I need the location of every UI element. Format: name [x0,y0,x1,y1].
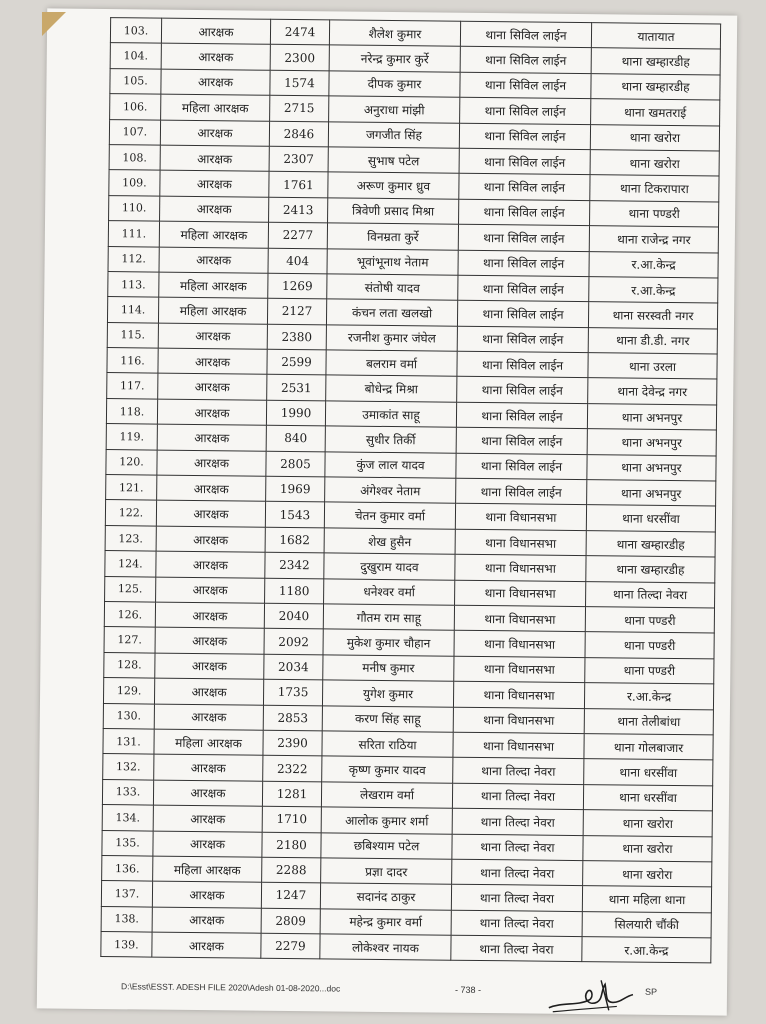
cell-badge-no: 2180 [262,832,321,858]
cell-to-posting: थाना पण्डरी [585,657,714,684]
cell-badge-no: 2277 [268,222,327,248]
cell-name: गौतम राम साहू [323,604,454,631]
cell-to-posting: थाना अभनपुर [587,403,716,430]
cell-to-posting: थाना धरसींवा [584,759,713,786]
cell-rank: आरक्षक [161,69,270,96]
cell-from-posting: थाना विधानसभा [455,529,586,556]
cell-name: प्रज्ञा दादर [321,858,452,885]
cell-to-posting: थाना गोलबाजार [584,734,713,761]
cell-name: दुखुराम यादव [324,553,455,580]
cell-name: अंगेश्वर नेताम [325,477,456,504]
cell-serial: 129. [103,678,154,704]
cell-badge-no: 2531 [267,375,326,401]
cell-from-posting: थाना तिल्दा नेवरा [452,859,583,886]
cell-rank: आरक्षक [160,196,269,223]
cell-rank: आरक्षक [157,399,266,426]
cell-to-posting: थाना खम्हारडीह [586,556,715,583]
cell-to-posting: थाना पण्डरी [590,200,719,227]
cell-from-posting: थाना सिविल लाईन [456,478,587,505]
cell-rank: महिला आरक्षक [154,729,263,756]
cell-badge-no: 2805 [266,451,325,477]
cell-rank: आरक्षक [159,247,268,274]
cell-serial: 115. [107,322,158,348]
cell-from-posting: थाना विधानसभा [455,554,586,581]
cell-from-posting: थाना सिविल लाईन [460,72,591,99]
cell-to-posting: थाना खरोरा [583,835,712,862]
cell-badge-no: 1735 [263,679,322,705]
cell-name: रजनीश कुमार जंघेल [326,325,457,352]
cell-badge-no: 2034 [264,654,323,680]
cell-from-posting: थाना विधानसभा [453,707,584,734]
cell-name: भूवांभूनाथ नेताम [327,248,458,275]
cell-badge-no: 2474 [270,19,329,45]
cell-rank: आरक्षक [158,348,267,375]
cell-serial: 120. [106,449,157,475]
cell-from-posting: थाना विधानसभा [454,656,585,683]
cell-to-posting: थाना अभनपुर [587,480,716,507]
cell-from-posting: थाना तिल्दा नेवरा [452,834,583,861]
cell-rank: आरक्षक [156,577,265,604]
cell-name: छबिश्याम पटेल [321,832,452,859]
cell-serial: 132. [103,754,154,780]
cell-serial: 133. [102,779,153,805]
cell-name: संतोषी यादव [327,274,458,301]
cell-from-posting: थाना सिविल लाईन [459,174,590,201]
cell-to-posting: र.आ.केन्द्र [582,937,711,964]
cell-name: सुभाष पटेल [328,147,459,174]
cell-rank: आरक्षक [153,780,262,807]
cell-from-posting: थाना सिविल लाईन [458,250,589,277]
cell-name: त्रिवेणी प्रसाद मिश्रा [328,198,459,225]
cell-rank: आरक्षक [152,907,261,934]
cell-name: सदानंद ठाकुर [320,883,451,910]
cell-serial: 117. [107,373,158,399]
cell-to-posting: थाना खमतराई [591,99,720,126]
cell-rank: आरक्षक [154,754,263,781]
cell-from-posting: थाना तिल्दा नेवरा [451,935,582,962]
table-row [101,932,711,964]
cell-name: बलराम वर्मा [326,350,457,377]
cell-serial: 126. [104,602,155,628]
cell-badge-no: 2288 [262,857,321,883]
cell-serial: 112. [108,246,159,272]
cell-serial: 138. [101,906,152,932]
cell-to-posting: थाना खरोरा [583,860,712,887]
cell-to-posting: थाना तेलीबांधा [584,708,713,735]
cell-rank: आरक्षक [153,805,262,832]
cell-badge-no: 1247 [261,882,320,908]
cell-from-posting: थाना विधानसभा [455,504,586,531]
cell-name: कंचन लता खलखो [326,299,457,326]
cell-serial: 108. [109,145,160,171]
footer-page-number: - 738 - [454,984,482,996]
cell-from-posting: थाना विधानसभा [453,732,584,759]
cell-name: शेख हुसैन [324,528,455,555]
cell-to-posting: थाना पण्डरी [585,632,714,659]
cell-to-posting: थाना महिला थाना [582,886,711,913]
cell-to-posting: थाना अभनपुर [587,454,716,481]
cell-rank: आरक्षक [156,501,265,528]
cell-name: अरूण कुमार ध्रुव [328,172,459,199]
cell-rank: आरक्षक [152,932,261,959]
cell-to-posting: थाना पण्डरी [585,607,714,634]
cell-rank: आरक्षक [156,551,265,578]
cell-to-posting: थाना डी.डी. नगर [588,327,717,354]
cell-name: कुंज लाल यादव [325,451,456,478]
cell-serial: 110. [109,195,160,221]
cell-rank: आरक्षक [157,424,266,451]
cell-to-posting: यातायात [591,23,720,50]
cell-to-posting: थाना खम्हारडीह [591,48,720,75]
cell-badge-no: 1281 [262,781,321,807]
cell-badge-no: 1761 [269,172,328,198]
cell-from-posting: थाना सिविल लाईन [460,21,591,48]
cell-rank: आरक्षक [158,374,267,401]
cell-name: करण सिंह साहू [322,705,453,732]
cell-rank: आरक्षक [152,881,261,908]
cell-serial: 123. [105,525,156,551]
cell-name: युगेश कुमार [322,680,453,707]
cell-rank: महिला आरक्षक [158,297,267,324]
cell-serial: 113. [108,271,159,297]
cell-serial: 107. [109,119,160,145]
cell-to-posting: थाना खम्हारडीह [586,530,715,557]
cell-from-posting: थाना तिल्दा नेवरा [451,884,582,911]
cell-serial: 122. [105,500,156,526]
cell-rank: आरक्षक [154,678,263,705]
cell-badge-no: 2390 [263,730,322,756]
cell-badge-no: 2127 [267,299,326,325]
cell-serial: 119. [106,424,157,450]
cell-to-posting: र.आ.केन्द्र [589,251,718,278]
cell-from-posting: थाना सिविल लाईन [457,351,588,378]
cell-serial: 127. [104,627,155,653]
cell-badge-no: 2809 [261,908,320,934]
cell-name: लोकेश्वर नायक [320,934,451,961]
cell-name: कृष्ण कुमार यादव [322,756,453,783]
cell-rank: आरक्षक [161,44,270,71]
cell-from-posting: थाना सिविल लाईन [456,402,587,429]
cell-serial: 128. [104,652,155,678]
cell-name: महेन्द्र कुमार वर्मा [320,908,451,935]
cell-badge-no: 1990 [266,400,325,426]
cell-serial: 137. [101,881,152,907]
cell-from-posting: थाना विधानसभा [455,580,586,607]
cell-rank: आरक्षक [157,475,266,502]
cell-rank: आरक्षक [156,526,265,553]
cell-to-posting: थाना राजेन्द्र नगर [589,226,718,253]
cell-name: धनेश्वर वर्मा [324,578,455,605]
cell-badge-no: 2599 [267,349,326,375]
cell-serial: 118. [106,398,157,424]
cell-to-posting: थाना अभनपुर [587,429,716,456]
cell-badge-no: 1710 [262,806,321,832]
cell-badge-no: 2092 [264,629,323,655]
page-corner-fold [42,12,66,36]
cell-from-posting: थाना विधानसभा [454,631,585,658]
cell-from-posting: थाना सिविल लाईन [456,427,587,454]
cell-badge-no: 2307 [269,146,328,172]
cell-name: मनीष कुमार [323,655,454,682]
cell-rank: महिला आरक्षक [153,856,262,883]
cell-name: जगजीत सिंह [328,121,459,148]
cell-name: सुधीर तिर्की [325,426,456,453]
cell-badge-no: 2715 [270,95,329,121]
cell-serial: 104. [110,43,161,69]
cell-badge-no: 2040 [264,603,323,629]
cell-rank: आरक्षक [160,120,269,147]
cell-from-posting: थाना विधानसभा [454,605,585,632]
cell-rank: आरक्षक [155,653,264,680]
cell-to-posting: थाना धरसींवा [586,505,715,532]
cell-from-posting: थाना सिविल लाईन [457,301,588,328]
cell-from-posting: थाना विधानसभा [453,681,584,708]
cell-serial: 105. [110,68,161,94]
cell-badge-no: 2413 [269,197,328,223]
cell-to-posting: थाना धरसींवा [583,784,712,811]
cell-name: शैलेश कुमार [329,20,460,47]
cell-badge-no: 1969 [266,476,325,502]
cell-name: चेतन कुमार वर्मा [324,502,455,529]
cell-serial: 111. [108,221,159,247]
cell-from-posting: थाना सिविल लाईन [456,453,587,480]
cell-from-posting: थाना सिविल लाईन [457,377,588,404]
cell-from-posting: थाना सिविल लाईन [459,148,590,175]
cell-rank: आरक्षक [161,18,270,45]
cell-rank: आरक्षक [160,170,269,197]
cell-from-posting: थाना तिल्दा नेवरा [451,910,582,937]
cell-to-posting: थाना सरस्वती नगर [588,302,717,329]
cell-rank: आरक्षक [157,450,266,477]
cell-badge-no: 1180 [265,578,324,604]
cell-badge-no: 2300 [270,45,329,71]
cell-to-posting: थाना उरला [588,353,717,380]
cell-serial: 116. [107,348,158,374]
cell-rank: आरक्षक [158,323,267,350]
cell-name: लेखराम वर्मा [321,782,452,809]
cell-serial: 130. [103,703,154,729]
cell-from-posting: थाना सिविल लाईन [458,275,589,302]
document-page [37,8,737,1015]
cell-name: बोधेन्द्र मिश्रा [326,375,457,402]
cell-serial: 134. [102,805,153,831]
cell-serial: 124. [105,551,156,577]
cell-name: उमाकांत साहू [325,401,456,428]
cell-from-posting: थाना तिल्दा नेवरा [452,808,583,835]
cell-from-posting: थाना सिविल लाईन [460,47,591,74]
cell-from-posting: थाना सिविल लाईन [460,97,591,124]
cell-rank: आरक्षक [155,627,264,654]
cell-badge-no: 1269 [268,273,327,299]
cell-badge-no: 2279 [261,933,320,959]
cell-from-posting: थाना सिविल लाईन [458,224,589,251]
cell-serial: 114. [107,297,158,323]
cell-name: दीपक कुमार [329,71,460,98]
cell-serial: 135. [102,830,153,856]
cell-name: आलोक कुमार शर्मा [321,807,452,834]
cell-serial: 121. [106,475,157,501]
cell-name: अनुराधा मांझी [329,96,460,123]
cell-badge-no: 2322 [263,756,322,782]
cell-to-posting: सिलयारी चौंकी [582,911,711,938]
cell-badge-no: 2853 [263,705,322,731]
cell-serial: 106. [110,94,161,120]
cell-serial: 109. [109,170,160,196]
cell-to-posting: थाना देवेन्द्र नगर [588,378,717,405]
cell-to-posting: थाना टिकरापारा [590,175,719,202]
cell-from-posting: थाना सिविल लाईन [459,199,590,226]
cell-badge-no: 2846 [269,121,328,147]
cell-to-posting: थाना खरोरा [590,124,719,151]
footer-designation: SP [644,986,658,997]
cell-rank: आरक्षक [160,145,269,172]
cell-serial: 139. [101,932,152,958]
cell-rank: आरक्षक [155,602,264,629]
cell-serial: 125. [105,576,156,602]
cell-name: नरेन्द्र कुमार कुर्रे [329,45,460,72]
cell-name: विनम्रता कुर्रे [327,223,458,250]
cell-badge-no: 1574 [270,70,329,96]
cell-rank: आरक्षक [153,831,262,858]
cell-from-posting: थाना सिविल लाईन [459,123,590,150]
cell-to-posting: थाना तिल्दा नेवरा [586,581,715,608]
cell-rank: महिला आरक्षक [161,94,270,121]
cell-from-posting: थाना तिल्दा नेवरा [453,758,584,785]
cell-badge-no: 2380 [267,324,326,350]
cell-serial: 131. [103,728,154,754]
cell-to-posting: थाना खरोरा [590,150,719,177]
cell-badge-no: 1682 [265,527,324,553]
footer-file-path: D:\Esst\ESST. ADESH FILE 2020\Adesh 01-08-2020...doc [120,981,341,994]
cell-rank: महिला आरक्षक [159,272,268,299]
cell-badge-no: 2342 [265,552,324,578]
cell-badge-no: 840 [266,425,325,451]
transfer-roster-table [100,17,721,964]
cell-serial: 136. [102,855,153,881]
cell-to-posting: र.आ.केन्द्र [589,277,718,304]
cell-name: मुकेश कुमार चौहान [323,629,454,656]
cell-badge-no: 1543 [265,502,324,528]
cell-to-posting: थाना खम्हारडीह [591,73,720,100]
signature-mark [543,972,653,1019]
cell-badge-no: 404 [268,248,327,274]
cell-rank: आरक्षक [154,704,263,731]
cell-serial: 103. [110,18,161,44]
cell-from-posting: थाना सिविल लाईन [457,326,588,353]
cell-to-posting: र.आ.केन्द्र [584,683,713,710]
cell-from-posting: थाना तिल्दा नेवरा [452,783,583,810]
cell-name: सरिता राठिया [322,731,453,758]
cell-rank: महिला आरक्षक [159,221,268,248]
cell-to-posting: थाना खरोरा [583,810,712,837]
